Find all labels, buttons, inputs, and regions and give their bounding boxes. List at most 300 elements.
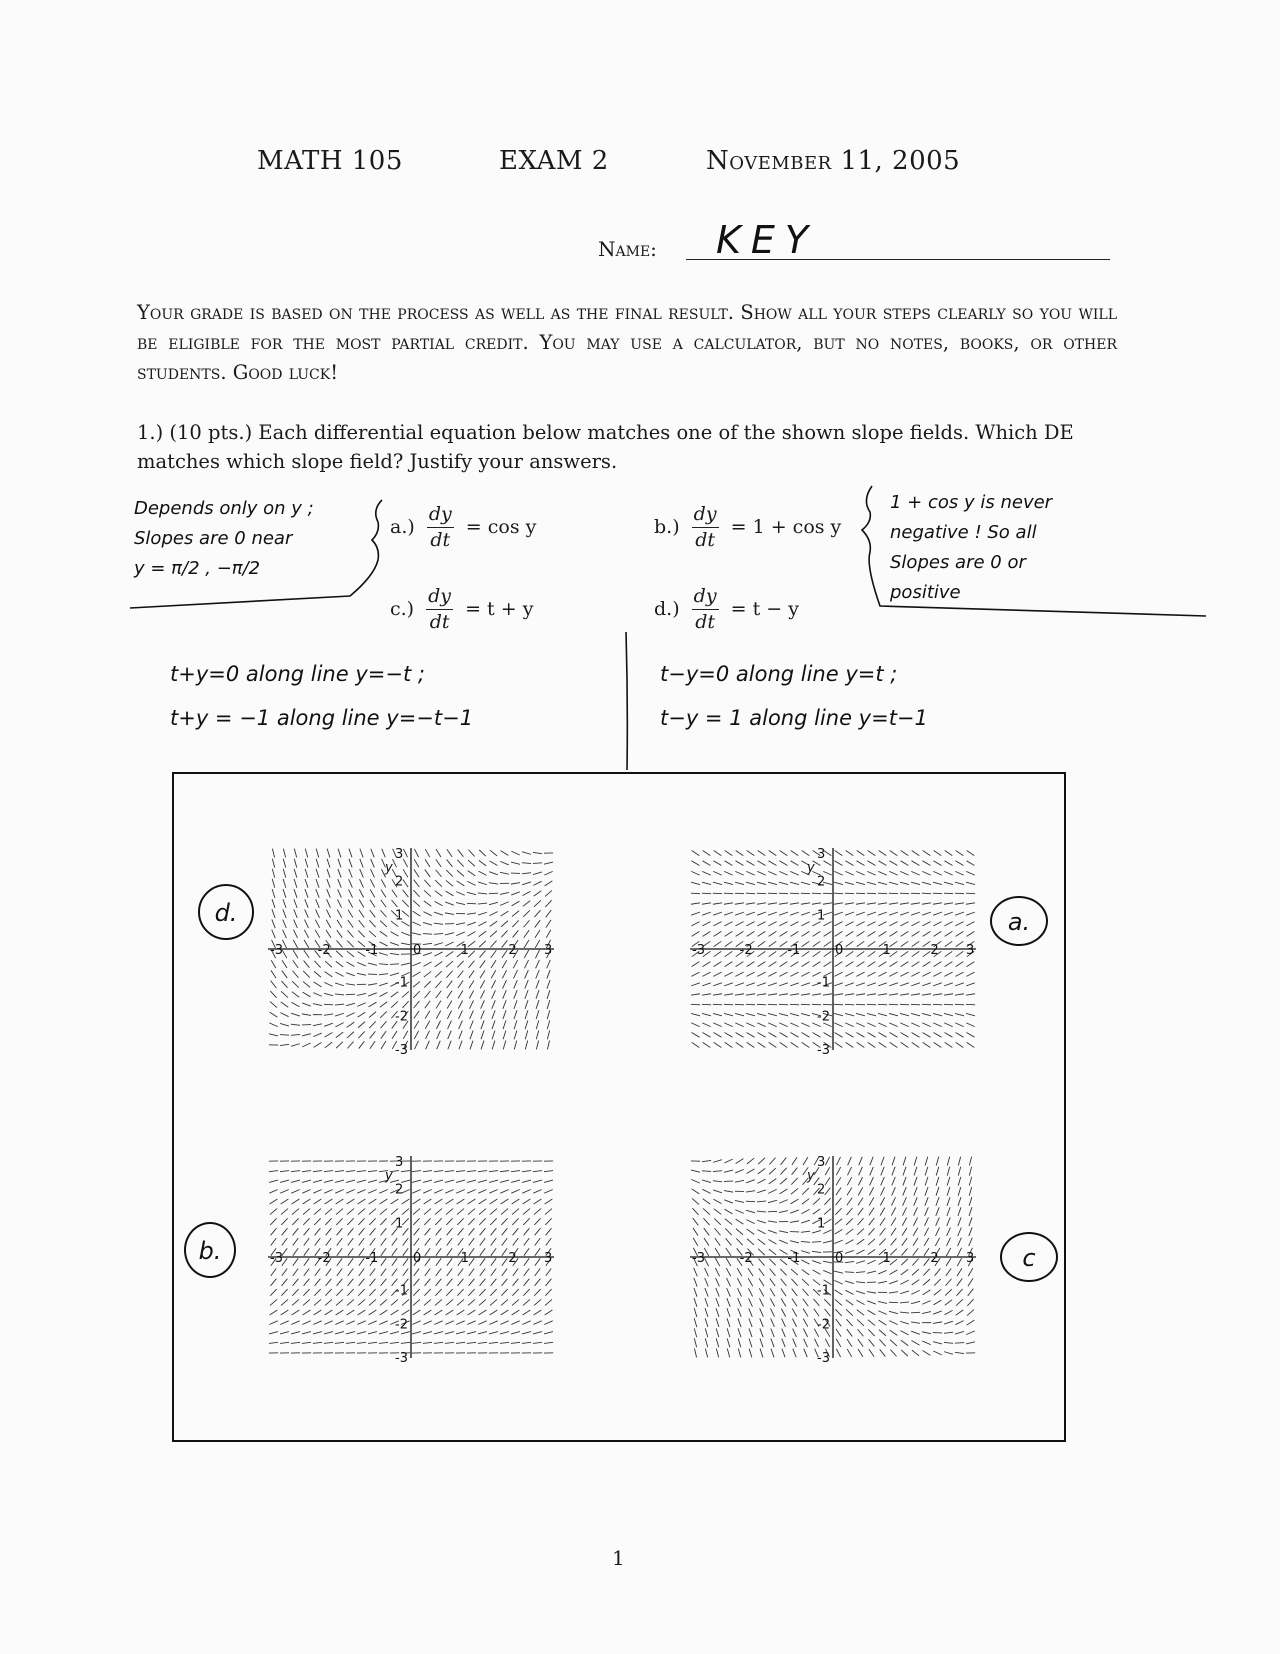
- slope-segment: [702, 1023, 710, 1027]
- slope-segment: [824, 1299, 830, 1306]
- slope-segment: [479, 1209, 486, 1215]
- slope-segment: [424, 880, 430, 887]
- slope-segment: [500, 892, 509, 894]
- slope-segment: [913, 1218, 917, 1226]
- slope-segment: [738, 1328, 741, 1337]
- slope-segment: [546, 920, 551, 928]
- slope-segment: [966, 1013, 975, 1015]
- slope-segment: [702, 903, 711, 904]
- slope-segment: [759, 1278, 764, 1286]
- slope-segment: [490, 861, 498, 866]
- slope-segment: [434, 1342, 443, 1343]
- slope-segment: [346, 1013, 354, 1017]
- slope-segment: [868, 962, 876, 967]
- t-tick-label: 3: [966, 1251, 975, 1266]
- slope-segment: [779, 871, 787, 875]
- slope-segment: [492, 1030, 495, 1039]
- slope-segment: [846, 1309, 853, 1315]
- slope-segment: [500, 1321, 508, 1325]
- slope-segment: [869, 1218, 875, 1225]
- slope-segment: [747, 1169, 755, 1174]
- y-tick-label: -3: [817, 1043, 830, 1056]
- slope-segment: [478, 1342, 487, 1343]
- slope-segment: [922, 1301, 930, 1305]
- slope-segment: [425, 1238, 430, 1245]
- slope-segment: [269, 1023, 277, 1027]
- slope-segment: [824, 951, 832, 956]
- slope-segment: [768, 1189, 776, 1193]
- slope-segment: [489, 1171, 498, 1172]
- slope-segment: [357, 1189, 365, 1193]
- slope-segment: [749, 1318, 752, 1327]
- slope-segment: [283, 849, 285, 858]
- slope-segment: [923, 941, 931, 946]
- slope-segment: [348, 1248, 353, 1255]
- slope-segment: [501, 1209, 508, 1215]
- slope-segment: [335, 994, 344, 995]
- slope-segment: [291, 1342, 300, 1343]
- slope-segment: [823, 1241, 832, 1243]
- slope-segment: [903, 1187, 906, 1196]
- slope-segment: [313, 1332, 322, 1334]
- slope-segment: [346, 1332, 355, 1334]
- slope-segment: [492, 990, 496, 998]
- slope-segment: [867, 1004, 876, 1005]
- slope-segment: [770, 1278, 775, 1286]
- note-d-line: t−y=0 along line y=t ;: [660, 662, 898, 686]
- slope-segment: [446, 971, 452, 978]
- slope-segment: [478, 922, 486, 926]
- slope-segment: [491, 980, 495, 988]
- slope-segment: [900, 1302, 909, 1303]
- slope-segment: [900, 903, 909, 904]
- slope-segment: [878, 1301, 887, 1303]
- slope-segment: [705, 1338, 707, 1347]
- slope-segment: [533, 852, 542, 853]
- slope-segment: [735, 912, 744, 915]
- slope-segment: [903, 1167, 906, 1176]
- slope-segment: [691, 1004, 700, 1005]
- slope-segment: [802, 1279, 809, 1285]
- slope-segment: [804, 1339, 808, 1347]
- slope-segment: [479, 941, 486, 947]
- slope-segment: [304, 1228, 310, 1235]
- slope-segment: [967, 1033, 975, 1038]
- slope-segment: [846, 951, 854, 956]
- slope-segment: [313, 993, 321, 997]
- slope-segment: [402, 1299, 409, 1305]
- slope-segment: [735, 1169, 743, 1173]
- slope-segment: [702, 1013, 711, 1015]
- slope-segment: [825, 1177, 830, 1185]
- slope-segment: [890, 1249, 896, 1256]
- slope-segment: [836, 1198, 842, 1205]
- slope-segment: [468, 860, 475, 866]
- t-tick-label: 3: [544, 1251, 553, 1266]
- slope-segment: [868, 1249, 876, 1254]
- slope-segment: [313, 1024, 322, 1026]
- slope-segment: [779, 903, 788, 904]
- slope-segment: [326, 1279, 332, 1286]
- slope-segment: [957, 1268, 962, 1276]
- slope-segment: [338, 869, 341, 878]
- slope-field-plot-d: [262, 842, 560, 1056]
- slope-segment: [813, 931, 821, 936]
- slope-segment: [335, 1023, 343, 1027]
- slope-segment: [801, 1220, 810, 1223]
- slope-segment: [401, 932, 410, 935]
- slope-segment: [513, 1268, 518, 1275]
- slope-segment: [458, 1228, 464, 1235]
- slope-segment: [759, 1268, 764, 1275]
- slope-segment: [304, 930, 308, 938]
- slope-segment: [956, 1289, 962, 1296]
- slope-segment: [879, 861, 887, 866]
- slope-segment: [868, 931, 876, 936]
- slope-segment: [423, 912, 431, 916]
- slope-segment: [283, 889, 286, 898]
- slope-segment: [533, 1332, 542, 1334]
- slope-segment: [735, 1004, 744, 1005]
- slope-segment: [436, 1011, 440, 1019]
- slope-segment: [379, 1332, 388, 1334]
- slope-segment: [891, 1208, 895, 1216]
- equation-a-rhs: = cos y: [465, 516, 537, 538]
- slope-segment: [716, 1298, 719, 1307]
- slope-segment: [835, 1208, 841, 1215]
- slope-segment: [293, 930, 297, 938]
- slope-segment: [325, 961, 332, 967]
- slope-segment: [757, 893, 766, 894]
- slope-segment: [480, 970, 485, 978]
- slope-segment: [922, 882, 931, 884]
- slope-segment: [347, 1199, 355, 1204]
- slope-segment: [923, 951, 931, 956]
- slope-segment: [479, 1218, 485, 1225]
- slope-segment: [969, 1157, 971, 1166]
- slope-segment: [335, 983, 344, 986]
- slope-segment: [283, 909, 286, 918]
- slope-segment: [759, 1288, 763, 1296]
- slope-segment: [501, 1199, 509, 1204]
- slope-segment: [834, 922, 842, 926]
- slope-segment: [358, 931, 364, 938]
- slope-segment: [303, 981, 310, 987]
- slope-segment: [293, 1268, 298, 1275]
- slope-segment: [724, 1023, 732, 1027]
- slope-segment: [425, 1258, 430, 1265]
- slope-segment: [803, 1319, 807, 1327]
- slope-segment: [846, 861, 854, 866]
- slope-segment: [283, 920, 287, 928]
- slope-segment: [703, 931, 711, 936]
- slope-segment: [956, 1299, 963, 1305]
- slope-segment: [713, 983, 722, 986]
- slope-segment: [368, 963, 377, 965]
- slope-segment: [491, 950, 497, 957]
- slope-segment: [944, 922, 952, 926]
- slope-segment: [524, 940, 529, 948]
- slope-segment: [747, 931, 755, 936]
- y-tick-label: 1: [395, 908, 404, 924]
- slope-segment: [435, 891, 442, 897]
- slope-segment: [512, 1310, 520, 1315]
- slope-segment: [944, 1310, 952, 1314]
- slope-segment: [456, 932, 464, 936]
- slope-segment: [380, 1209, 387, 1215]
- slope-segment: [725, 1228, 731, 1235]
- slope-segment: [302, 1321, 310, 1325]
- slope-segment: [511, 1171, 520, 1172]
- slope-segment: [956, 1033, 964, 1038]
- slope-segment: [392, 1238, 397, 1245]
- slope-segment: [934, 861, 942, 866]
- slope-segment: [727, 1288, 731, 1296]
- slope-segment: [858, 1198, 863, 1206]
- slope-segment: [304, 940, 309, 948]
- slope-segment: [878, 1013, 887, 1015]
- slope-segment: [891, 1197, 895, 1205]
- slope-segment: [914, 1167, 917, 1176]
- slope-segment: [868, 951, 876, 956]
- slope-segment: [760, 1318, 763, 1327]
- slope-segment: [749, 1308, 753, 1316]
- slope-segment: [945, 1300, 952, 1306]
- slope-segment: [691, 972, 699, 976]
- slope-segment: [922, 983, 931, 986]
- slope-segment: [944, 1013, 953, 1015]
- slope-segment: [702, 912, 711, 915]
- slope-segment: [878, 972, 886, 976]
- slope-segment: [347, 1218, 353, 1225]
- slope-segment: [368, 1189, 376, 1193]
- slope-segment: [933, 912, 942, 915]
- slope-segment: [725, 850, 733, 855]
- slope-segment: [782, 1318, 786, 1326]
- slope-segment: [889, 1311, 898, 1313]
- slope-segment: [779, 1023, 787, 1027]
- slope-segment: [759, 1259, 765, 1266]
- y-tick-label: -3: [395, 1043, 408, 1056]
- slope-segment: [780, 962, 788, 967]
- slope-segment: [936, 1187, 939, 1196]
- slope-segment: [735, 882, 744, 884]
- slope-segment: [736, 1229, 743, 1235]
- slope-segment: [324, 1004, 333, 1005]
- slope-segment: [823, 1004, 832, 1005]
- t-tick-label: -1: [365, 943, 379, 958]
- slope-segment: [768, 871, 776, 875]
- slope-segment: [436, 1021, 440, 1029]
- slope-segment: [480, 980, 484, 988]
- slope-segment: [513, 930, 519, 937]
- slope-segment: [349, 849, 352, 858]
- slope-segment: [835, 861, 843, 866]
- slope-segment: [901, 1042, 909, 1047]
- circle-label-d: d.: [198, 884, 254, 940]
- slope-segment: [703, 962, 711, 967]
- slope-segment: [955, 1004, 964, 1005]
- slope-segment: [779, 1004, 788, 1005]
- slope-segment: [391, 1001, 398, 1007]
- slope-segment: [856, 1250, 864, 1254]
- slope-segment: [337, 1268, 342, 1275]
- slope-segment: [425, 870, 430, 877]
- circle-label-a: a.: [990, 896, 1048, 946]
- slope-segment: [447, 1258, 452, 1265]
- slope-segment: [958, 1187, 961, 1196]
- slope-segment: [546, 1238, 551, 1245]
- slope-segment: [349, 879, 353, 887]
- slope-segment: [272, 859, 274, 868]
- slope-segment: [514, 990, 517, 999]
- slope-segment: [781, 1308, 785, 1316]
- slope-segment: [522, 891, 530, 895]
- header-course: MATH 105: [257, 146, 403, 176]
- slope-segment: [525, 1010, 528, 1019]
- slope-segment: [270, 1289, 276, 1296]
- slope-segment: [713, 1190, 722, 1193]
- slope-segment: [458, 971, 464, 978]
- slope-segment: [314, 1043, 322, 1048]
- slope-segment: [489, 1189, 497, 1193]
- slope-segment: [349, 859, 352, 868]
- slope-segment: [757, 1220, 766, 1223]
- slope-segment: [890, 962, 898, 967]
- slope-segment: [727, 1308, 730, 1317]
- t-tick-label: 1: [882, 1251, 891, 1266]
- t-tick-label: -1: [787, 943, 801, 958]
- slope-segment: [358, 1031, 364, 1038]
- slope-segment: [913, 1248, 919, 1255]
- slope-segment: [381, 1268, 386, 1275]
- slope-segment: [324, 993, 333, 995]
- slope-segment: [324, 1321, 332, 1325]
- slope-segment: [303, 971, 309, 978]
- slope-segment: [922, 994, 931, 995]
- note-b-line: Slopes are 0 or: [890, 552, 1026, 573]
- slope-segment: [436, 1268, 441, 1275]
- slope-segment: [293, 960, 298, 967]
- slope-segment: [469, 1000, 473, 1008]
- slope-segment: [490, 1218, 496, 1225]
- slope-segment: [834, 1023, 842, 1027]
- slope-segment: [316, 909, 320, 917]
- slope-segment: [424, 1289, 430, 1296]
- slope-segment: [360, 869, 364, 877]
- slope-segment: [791, 1269, 798, 1275]
- slope-segment: [900, 972, 908, 976]
- slope-segment: [371, 849, 374, 858]
- slope-segment: [304, 950, 309, 958]
- slope-segment: [966, 871, 974, 875]
- slope-segment: [335, 1171, 344, 1172]
- slope-segment: [746, 972, 754, 976]
- slope-segment: [414, 1021, 419, 1029]
- slope-segment: [705, 1298, 708, 1307]
- slope-segment: [425, 1228, 431, 1235]
- slope-segment: [801, 1251, 810, 1254]
- slope-segment: [923, 1033, 931, 1038]
- equation-c-rhs: = t + y: [465, 598, 534, 620]
- slope-segment: [823, 903, 832, 904]
- slope-segment: [414, 1011, 419, 1019]
- slope-segment: [533, 1180, 542, 1182]
- slope-segment: [724, 1004, 733, 1005]
- slope-segment: [458, 990, 463, 998]
- slope-segment: [271, 1279, 277, 1286]
- slope-segment: [544, 1332, 553, 1334]
- slope-segment: [801, 1260, 809, 1264]
- slope-segment: [692, 861, 700, 866]
- slope-segment: [280, 1023, 289, 1026]
- slope-segment: [749, 1338, 752, 1347]
- slope-segment: [768, 1004, 777, 1005]
- slope-segment: [338, 879, 341, 888]
- slope-segment: [302, 1043, 310, 1047]
- slope-segment: [956, 1042, 964, 1047]
- slope-segment: [914, 1197, 918, 1205]
- slope-segment: [936, 1177, 939, 1186]
- slope-segment: [479, 1289, 485, 1296]
- slope-segment: [325, 1218, 331, 1225]
- note-a-line: Depends only on y ;: [134, 498, 314, 519]
- slope-segment: [836, 1177, 841, 1185]
- slope-segment: [325, 1209, 332, 1215]
- slope-segment: [370, 1238, 375, 1245]
- slope-segment: [457, 1209, 464, 1215]
- slope-segment: [360, 849, 363, 858]
- slope-segment: [412, 922, 420, 926]
- slope-segment: [922, 1023, 930, 1027]
- slope-segment: [456, 1171, 465, 1172]
- slope-segment: [912, 951, 920, 956]
- slope-segment: [933, 1311, 942, 1314]
- slope-segment: [889, 994, 898, 995]
- slope-segment: [468, 1299, 475, 1305]
- t-tick-label: 0: [413, 943, 422, 958]
- slope-segment: [358, 952, 366, 957]
- slope-segment: [947, 1217, 950, 1226]
- slope-segment: [735, 1023, 743, 1027]
- slope-segment: [836, 1188, 841, 1196]
- slope-segment: [878, 922, 886, 926]
- slope-segment: [534, 900, 541, 906]
- slope-segment: [403, 1268, 408, 1275]
- slope-segment: [502, 1279, 508, 1286]
- slope-segment: [403, 1238, 408, 1245]
- slope-segment: [468, 1199, 476, 1204]
- y-tick-label: 2: [395, 874, 404, 890]
- slope-segment: [349, 869, 352, 878]
- slope-segment: [336, 1299, 343, 1305]
- slope-segment: [304, 1279, 310, 1286]
- slope-segment: [914, 1187, 917, 1196]
- slope-segment: [370, 879, 374, 887]
- slope-segment: [790, 882, 799, 884]
- slope-segment: [492, 1041, 495, 1050]
- slope-segment: [944, 994, 953, 995]
- y-tick-label: 3: [395, 847, 404, 862]
- slope-segment: [713, 1013, 722, 1015]
- slope-segment: [892, 1167, 895, 1176]
- slope-segment: [305, 859, 308, 868]
- slope-segment: [270, 1012, 278, 1017]
- slope-segment: [956, 850, 964, 855]
- slope-segment: [501, 921, 508, 927]
- slope-segment: [303, 1199, 311, 1204]
- slope-segment: [514, 1030, 517, 1039]
